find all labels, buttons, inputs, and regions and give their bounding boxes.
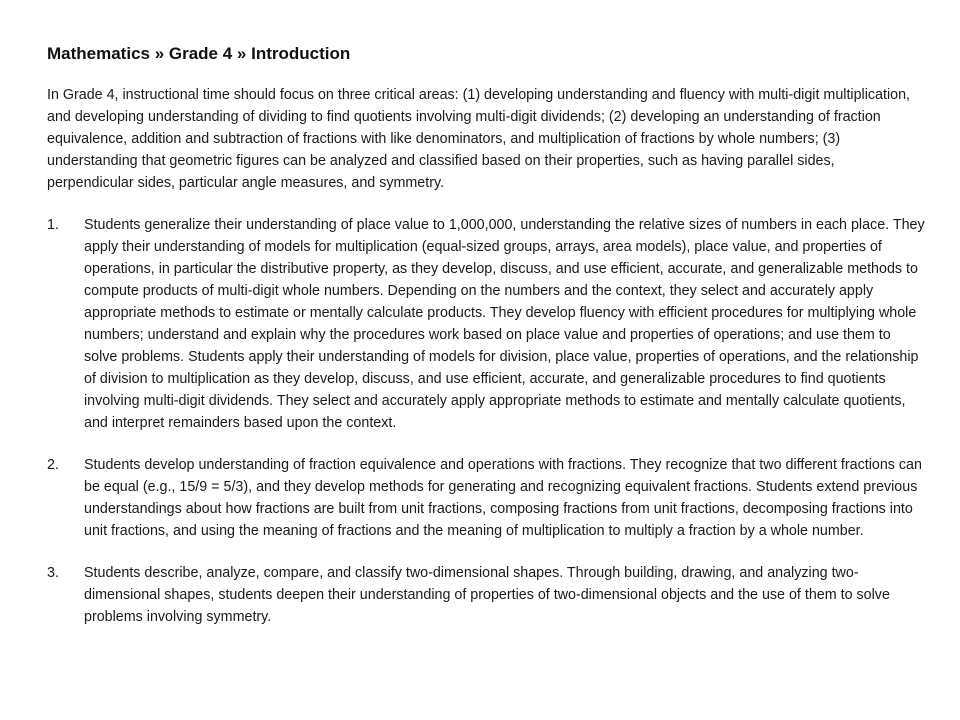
critical-areas-list [47, 214, 925, 628]
list-item-2 [47, 454, 925, 542]
document-page [47, 44, 925, 648]
list-item-text: Students develop understanding of fraction equivalence and operations with fractions. They recognize that two different fractions can be equal (e.g., 15/9 = 5/3), and they develop methods for generating and recognizing equivalent fractions. Students extend previous understandings about how fractions are built from unit fractions, composing fractions from unit fractions, decomposing fractions into unit fractions, and using the meaning of fractions and the meaning of multiplication to multiply a fraction by a whole number. [84, 457, 922, 539]
list-item-text: Students generalize their understanding of place value to 1,000,000, understanding the relative sizes of numbers in each place. They apply their understanding of models for multiplication (equal-sized groups, arrays, area models), place value, and properties of operations, in particular the distributive property, as they develop, discuss, and use efficient, accurate, and generalizable methods to compute products of multi-digit whole numbers. Depending on the numbers and the context, they select and accurately apply appropriate methods to estimate or mentally calculate products. They develop fluency with efficient procedures for multiplying whole numbers; understand and explain why the procedures work based on place value and properties of operations; and use them to solve problems. Students apply their understanding of models for division, place value, properties of operations, and the relationship of division to multiplication as they develop, discuss, and use efficient, accurate, and generalizable procedures to find quotients involving multi-digit dividends. They select and accurately apply appropriate methods to estimate and mentally calculate quotients, and interpret remainders based upon the context. [84, 217, 925, 431]
page-title: Mathematics » Grade 4 » Introduction [47, 44, 351, 63]
intro-paragraph: In Grade 4, instructional time should focus on three critical areas: (1) developing understanding and fluency with multi-digit multiplication, and developing understanding of dividing to find quotients involving multi-digit dividends; (2) developing an understanding of fraction equivalence, addition and subtraction of fractions with like denominators, and multiplication of fractions by whole numbers; (3) understanding that geometric figures can be analyzed and classified based on their properties, such as having parallel sides, perpendicular sides, particular angle measures, and symmetry. [47, 87, 911, 191]
list-item-3 [47, 562, 925, 628]
list-item-text: Students describe, analyze, compare, and classify two-dimensional shapes. Through building, drawing, and analyzing two-dimensional shapes, students deepen their understanding of properties of two-dimensional objects and the use of them to solve problems involving symmetry. [84, 565, 890, 625]
list-item-number: 3. [47, 565, 59, 581]
list-item-1 [47, 214, 925, 434]
list-item-number: 2. [47, 457, 59, 473]
list-item-number: 1. [47, 217, 59, 233]
